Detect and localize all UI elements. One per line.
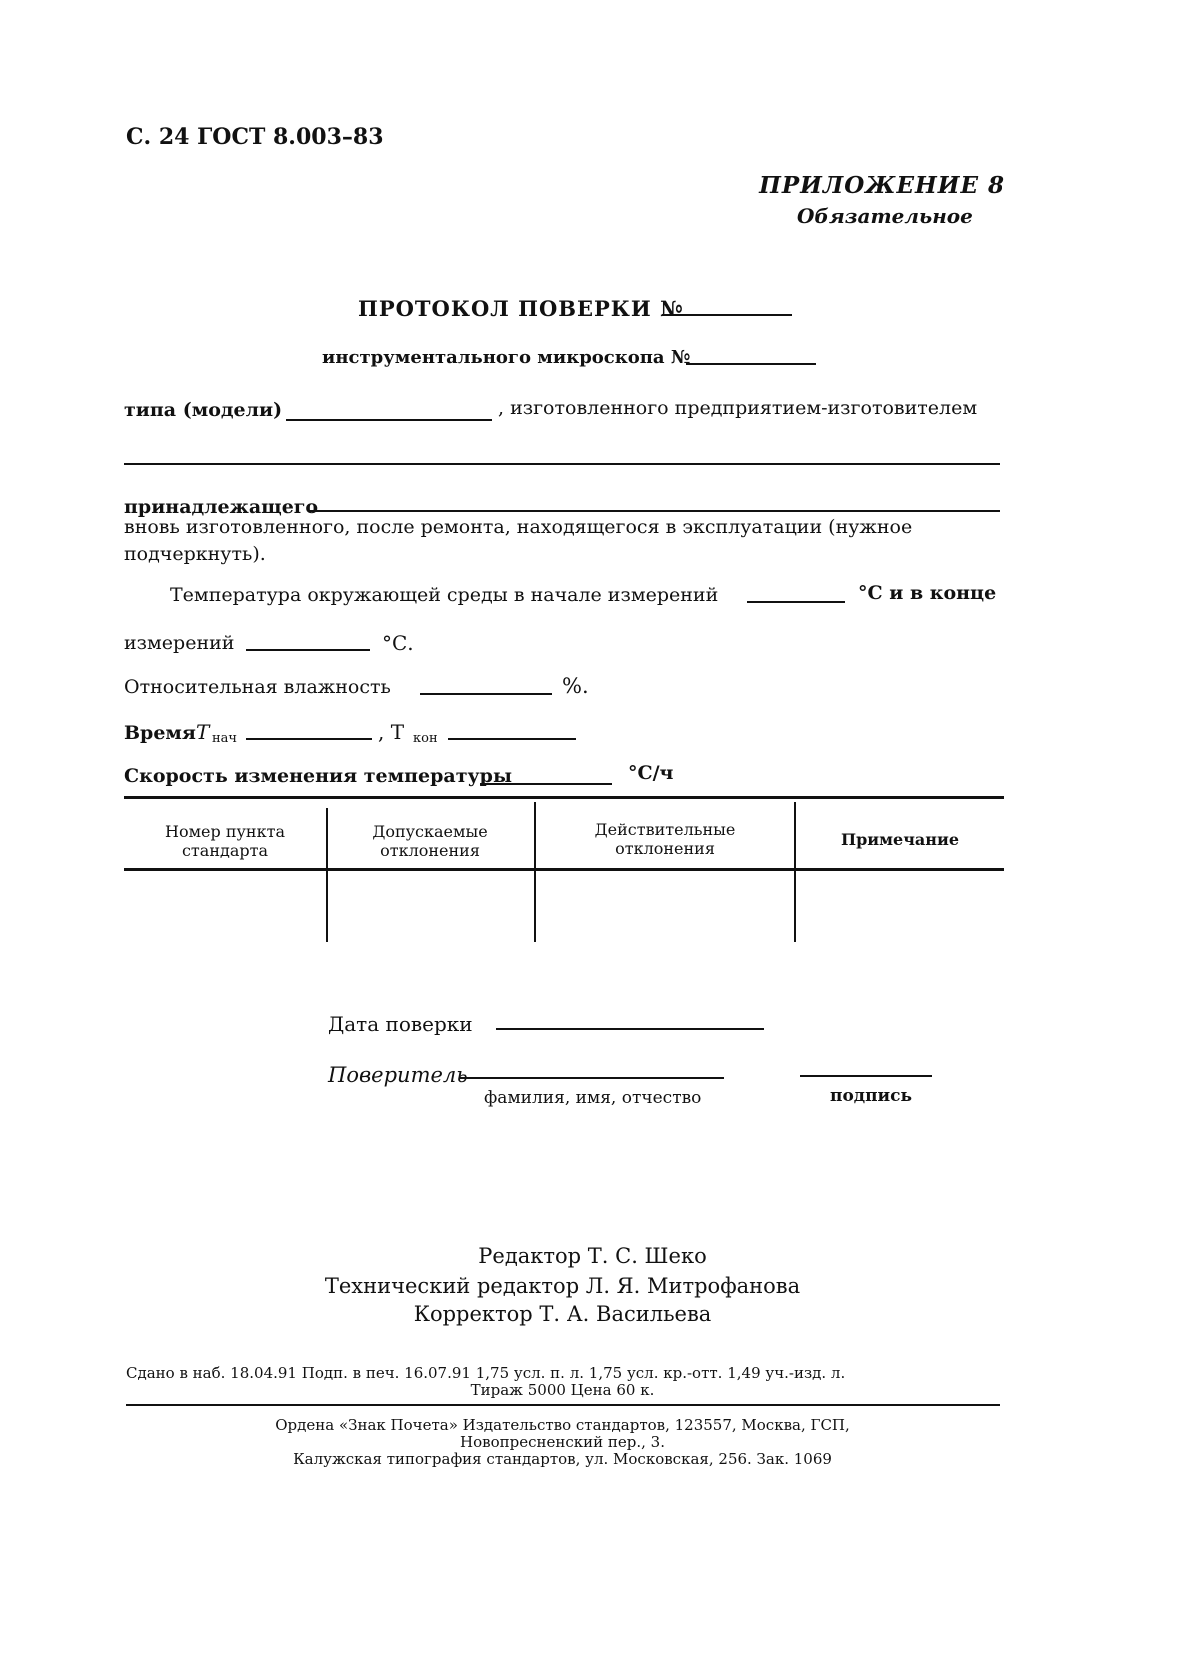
manufacturer-field[interactable] (124, 463, 1000, 465)
owner-field[interactable] (308, 510, 1000, 512)
imprint-rule (126, 1404, 1000, 1406)
t-start-symbol: T (196, 720, 210, 744)
protocol-title: ПРОТОКОЛ ПОВЕРКИ № (358, 296, 684, 321)
manufactured-text: , изготовленного предприятием-изготовителем (498, 397, 978, 419)
sign-caption: подпись (830, 1086, 913, 1106)
temp-start-field[interactable] (747, 601, 845, 603)
type-label: типа (модели) (124, 399, 283, 421)
humidity-label: Относительная влажность (124, 676, 391, 698)
rate-field[interactable] (480, 783, 612, 785)
table-col-divider-2 (534, 802, 536, 942)
humidity-field[interactable] (420, 693, 552, 695)
table-col-divider-3 (794, 802, 796, 942)
condition-text-2: подчеркнуть). (124, 543, 266, 565)
t-start-subscript: нач (212, 731, 238, 746)
publisher-line-3: Калужская типография стандартов, ул. Московская, 256. Зак. 1069 (293, 1450, 832, 1468)
page-reference: С. 24 ГОСТ 8.003–83 (126, 124, 384, 150)
microscope-number-field[interactable] (686, 363, 816, 365)
editor-credit: Редактор Т. С. Шеко (478, 1244, 707, 1268)
verifier-sign-field[interactable] (800, 1075, 932, 1077)
temp-end-label: измерений (124, 632, 235, 654)
verifier-label: Поверитель (328, 1063, 468, 1087)
imprint-line-2: Тираж 5000 Цена 60 к. (470, 1381, 655, 1399)
t-end-field[interactable] (448, 738, 576, 740)
temp-end-field[interactable] (246, 649, 370, 651)
temp-start-unit: °С и в конце (858, 582, 997, 604)
name-caption: фамилия, имя, отчество (484, 1088, 702, 1108)
table-top-rule (124, 796, 1004, 799)
tech-editor-credit: Технический редактор Л. Я. Митрофанова (324, 1274, 801, 1298)
corrector-credit: Корректор Т. А. Васильева (413, 1302, 712, 1326)
table-header-4: Примечание (840, 830, 960, 849)
protocol-number-field[interactable] (662, 314, 792, 316)
table-header-3: Действительные отклонения (594, 820, 736, 858)
rate-label: Скорость изменения температуры (124, 765, 513, 787)
date-field[interactable] (496, 1028, 764, 1030)
table-header-2: Допускаемые отклонения (372, 822, 488, 860)
type-field[interactable] (286, 419, 492, 421)
date-label: Дата поверки (328, 1012, 473, 1036)
appendix-status: Обязательное (797, 204, 973, 228)
time-label: Время (124, 722, 196, 744)
humidity-unit: %. (562, 674, 589, 698)
protocol-subtitle: инструментального микроскопа № (322, 347, 691, 368)
condition-text-1: вновь изготовленного, после ремонта, находящегося в эксплуатации (нужное (124, 516, 913, 538)
imprint-line-1: Сдано в наб. 18.04.91 Подп. в печ. 16.07.91 1,75 усл. п. л. 1,75 усл. кр.-отт. 1,49 уч.-изд. л. (126, 1364, 846, 1382)
temp-start-label: Температура окружающей среды в начале измерений (170, 584, 719, 606)
table-header-rule (124, 868, 1004, 871)
verifier-name-field[interactable] (460, 1077, 724, 1079)
table-header-1: Номер пункта стандарта (165, 822, 285, 860)
table-col-divider-1 (326, 808, 328, 942)
temp-end-unit: °С. (382, 631, 414, 655)
appendix-title: ПРИЛОЖЕНИЕ 8 (759, 172, 1005, 199)
publisher-line-2: Новопресненский пер., 3. (460, 1433, 665, 1451)
owner-label: принадлежащего (124, 496, 319, 518)
t-start-field[interactable] (246, 738, 372, 740)
publisher-line-1: Ордена «Знак Почета» Издательство стандартов, 123557, Москва, ГСП, (275, 1416, 850, 1434)
t-end-subscript: кон (413, 731, 438, 746)
t-end-symbol: , T (378, 720, 405, 744)
rate-unit: °С/ч (628, 762, 674, 784)
